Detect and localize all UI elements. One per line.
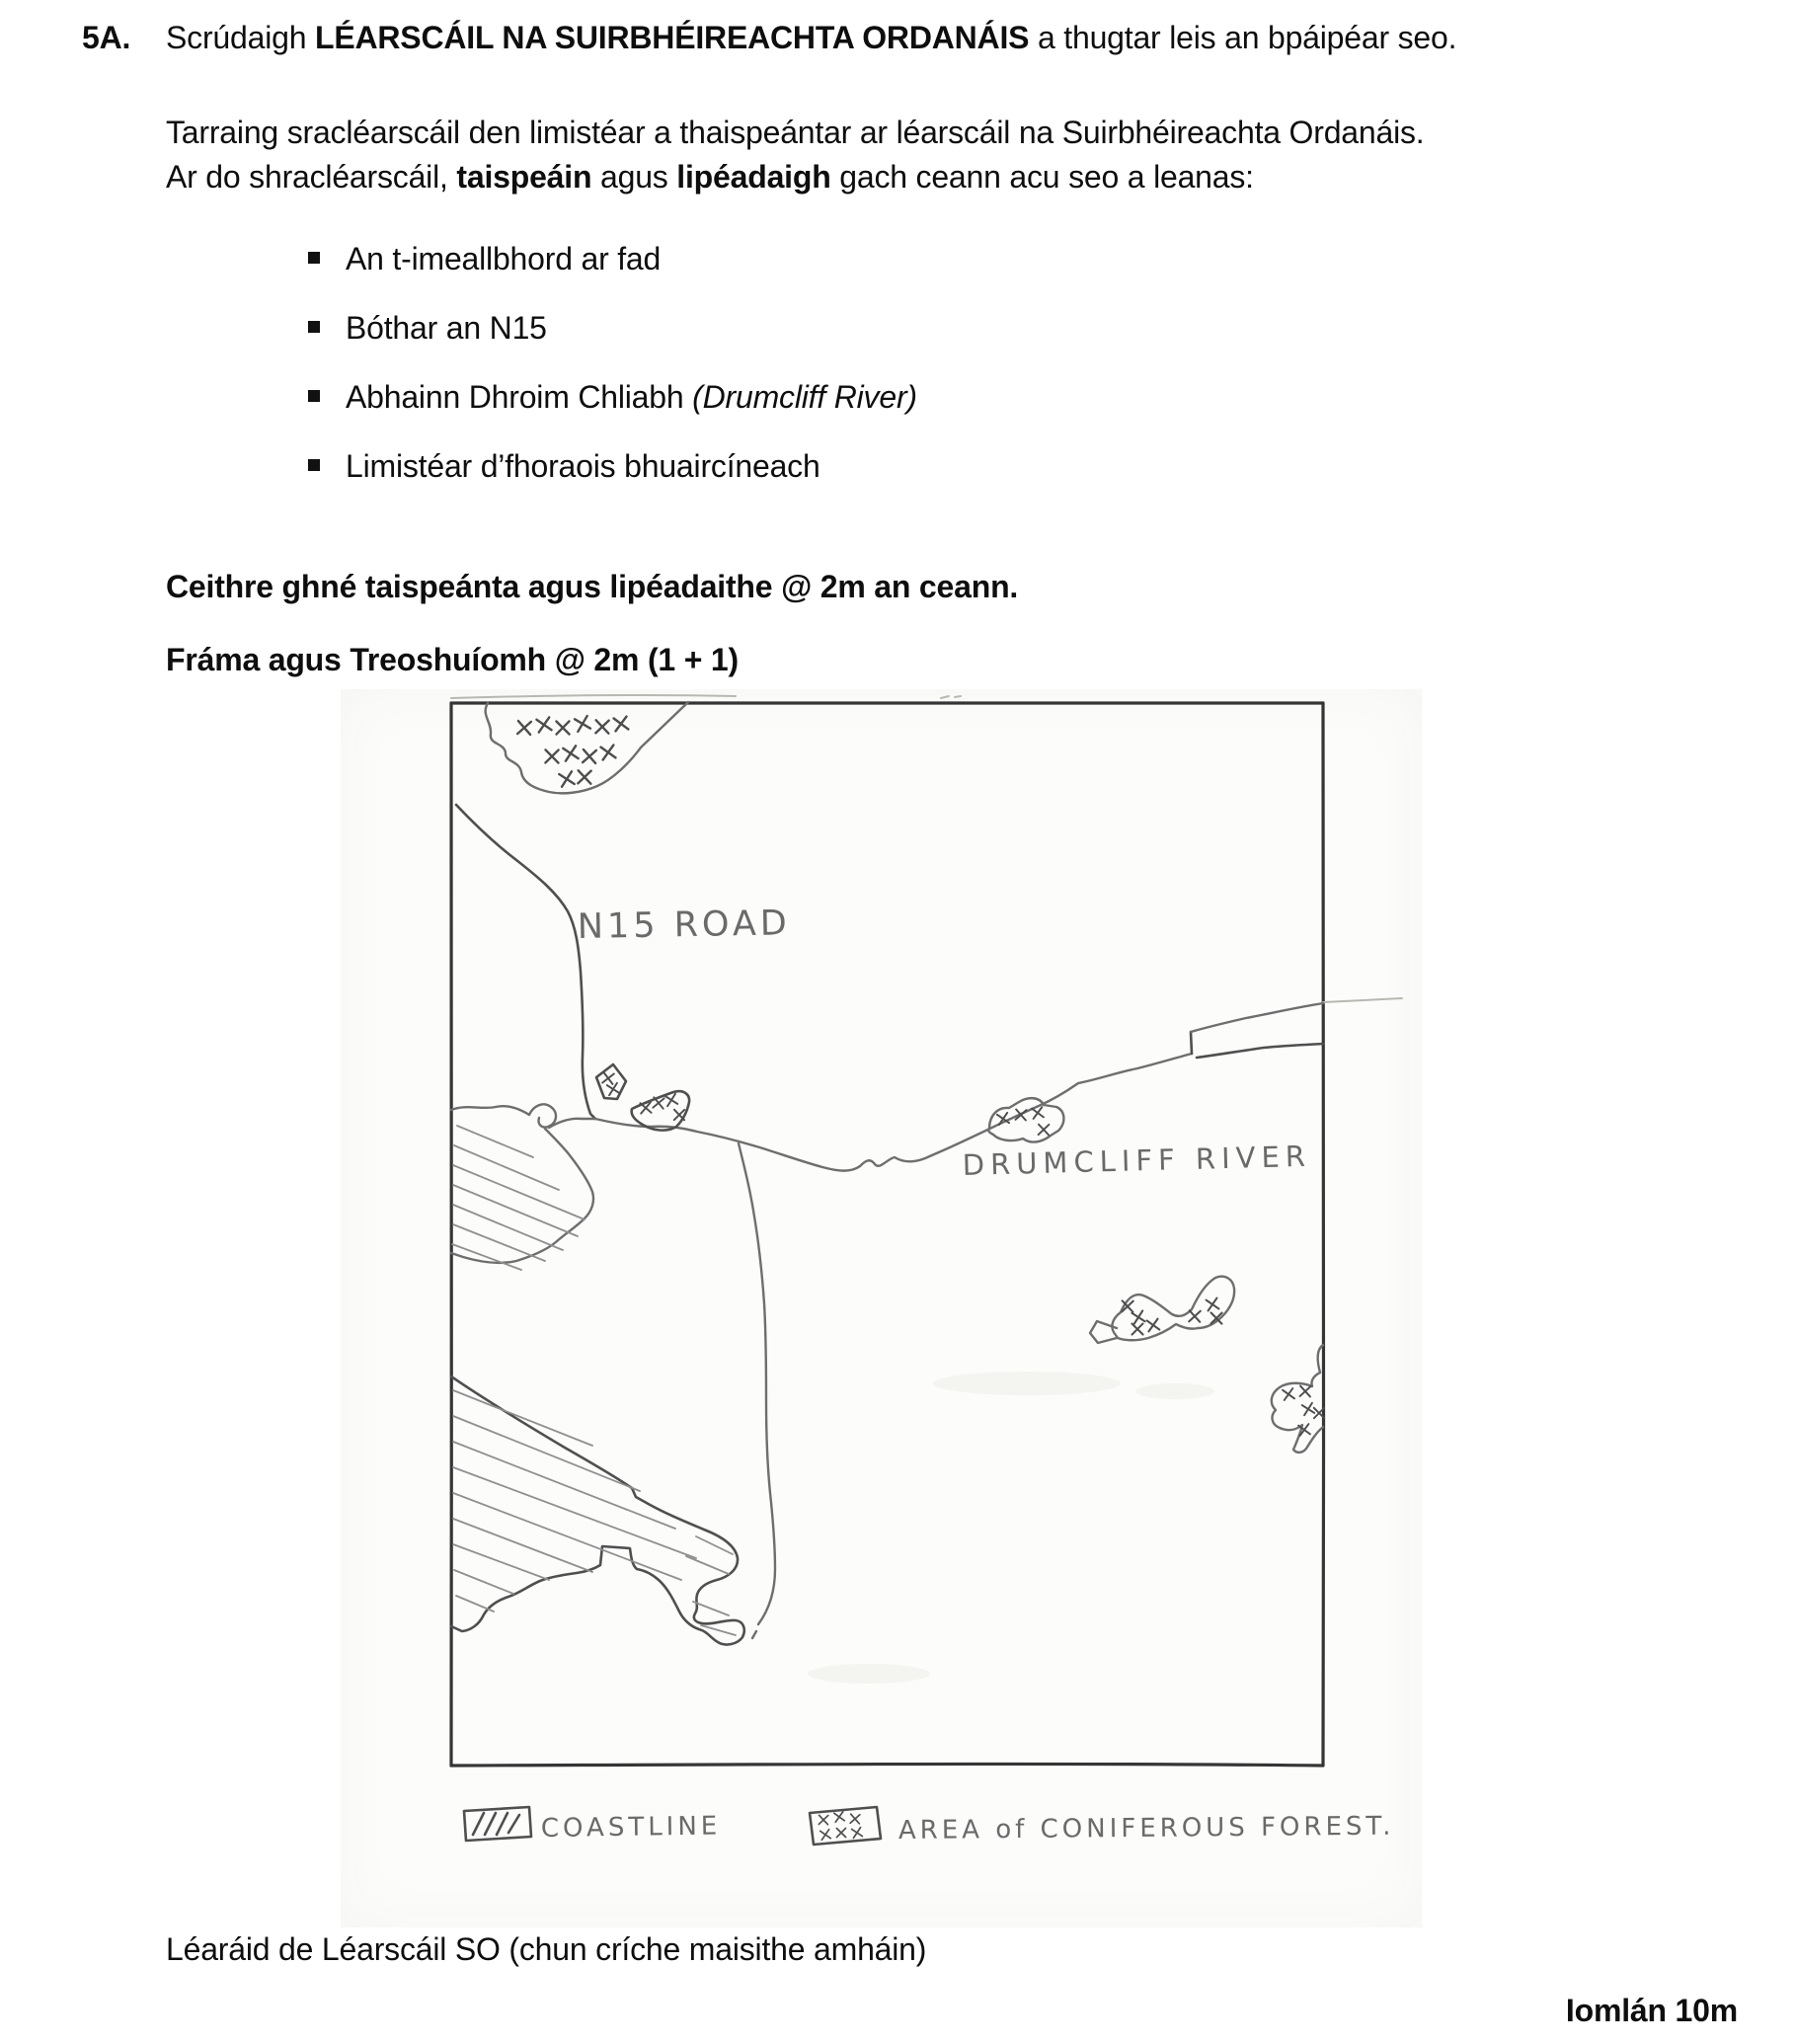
river-label: DRUMCLIFF RIVER xyxy=(962,1139,1312,1182)
bullet-4-text: Limistéar d’fhoraois bhuaircíneach xyxy=(346,448,820,484)
forest-patch-edge xyxy=(1272,1345,1325,1453)
body-line2-pre: Ar do shracléarscáil, xyxy=(166,159,457,195)
frame-stray-marks xyxy=(451,695,1402,1002)
bullet-square-icon xyxy=(308,459,320,471)
intro-pre: Scrúdaigh xyxy=(166,20,315,55)
bullet-text xyxy=(346,375,917,419)
question-intro xyxy=(166,16,1456,59)
coastal-hatch-upper xyxy=(451,1126,593,1270)
question-number: 5A. xyxy=(82,20,131,55)
forest-patch-river xyxy=(988,1098,1063,1141)
river-banks xyxy=(1191,1003,1323,1058)
bullet-square-icon xyxy=(308,252,320,264)
bullet-1-text: An t-imeallbhord ar fad xyxy=(346,241,662,276)
legend-coastline-box xyxy=(464,1807,531,1841)
bullet-item-4 xyxy=(308,444,820,488)
body-line2-post: gach ceann acu seo a leanas: xyxy=(830,159,1254,195)
body-line2-mid: agus xyxy=(591,159,677,195)
bullet-3-text: Abhainn Dhroim Chliabh xyxy=(346,379,693,415)
marks-line-2: Fráma agus Treoshuíomh @ 2m (1 + 1) xyxy=(166,642,739,677)
body-paragraph xyxy=(166,111,1424,199)
body-line2-bold1: taispeáin xyxy=(456,159,592,195)
pencil-smudges xyxy=(808,1372,1214,1684)
legend-forest-box xyxy=(810,1807,881,1845)
bay-shore-path xyxy=(739,1143,775,1638)
bullet-text xyxy=(346,306,547,350)
forest-patch-bird xyxy=(1090,1277,1234,1343)
sketch-map-scan xyxy=(341,689,1422,1927)
body-line2-bold2: lipéadaigh xyxy=(676,159,831,195)
forest-area-topleft xyxy=(486,702,688,793)
forest-patch-coast xyxy=(632,1091,689,1131)
body-line-2 xyxy=(166,155,1424,199)
bullet-text xyxy=(346,237,661,280)
bullet-3-italic: (Drumcliff River) xyxy=(692,379,917,415)
intro-post: a thugtar leis an bpáipéar seo. xyxy=(1029,20,1457,55)
bullet-item-1 xyxy=(308,237,661,280)
total-marks: Iomlán 10m xyxy=(1565,1993,1738,2028)
map-caption: Léaráid de Léarscáil SO (chun críche maisithe amháin) xyxy=(166,1931,927,1967)
legend-forest xyxy=(810,1807,1395,1846)
n15-road-label: N15 ROAD xyxy=(577,904,792,947)
n15-road-path xyxy=(456,805,595,1119)
bullet-square-icon xyxy=(308,390,320,402)
legend-forest-label: AREA of CONIFEROUS FOREST. xyxy=(898,1811,1395,1846)
bullet-square-icon xyxy=(308,321,320,333)
forest-patch-rhombus xyxy=(596,1064,626,1099)
coastal-hatch-lower xyxy=(451,1376,744,1644)
body-line-1: Tarraing sracléarscáil den limistéar a thaispeántar ar léarscáil na Suirbhéireachta Ordanáis. xyxy=(166,115,1425,150)
bullet-text xyxy=(346,444,820,488)
bullet-item-3 xyxy=(308,375,917,419)
bullet-2-text: Bóthar an N15 xyxy=(346,310,547,346)
map-frame xyxy=(451,702,1324,1766)
intro-bold: LÉARSCÁIL NA SUIRBHÉIREACHTA ORDANÁIS xyxy=(315,20,1030,55)
legend-coastline xyxy=(464,1807,721,1844)
sketch-map-svg xyxy=(341,689,1422,1927)
marks-line-1: Ceithre ghné taispeánta agus lipéadaithe @ 2m an ceann. xyxy=(166,569,1019,604)
bullet-item-2 xyxy=(308,306,547,350)
legend-coastline-label: COASTLINE xyxy=(540,1811,722,1844)
